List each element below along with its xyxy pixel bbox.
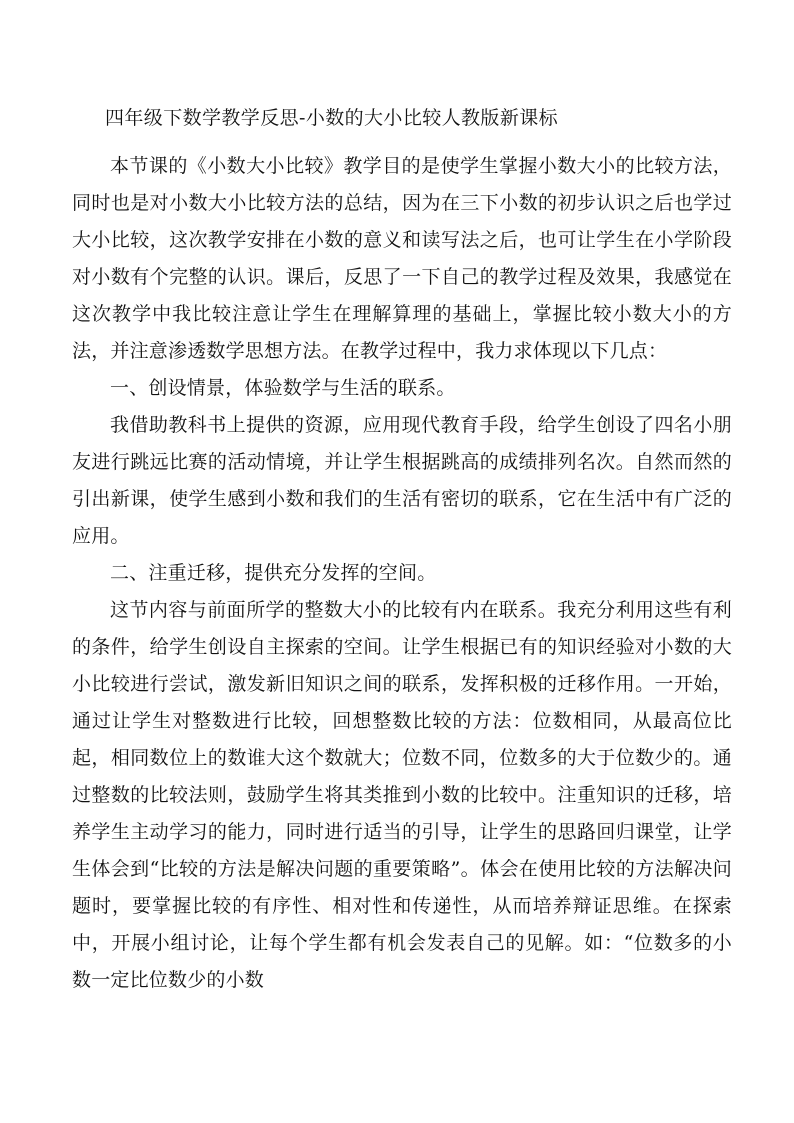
- section-1-paragraph: 我借助教科书上提供的资源，应用现代教育手段，给学生创设了四名小朋友进行跳远比赛的活动情境，并让学生根据跳高的成绩排列名次。自然而然的引出新课，使学生感到小数和我们的生活有密切的联系，它在生活中有广泛的应用。: [72, 414, 732, 547]
- section-2-paragraph: 这节内容与前面所学的整数大小的比较有内在联系。我充分利用这些有利的条件，给学生创设自主探索的空间。让学生根据已有的知识经验对小数的大小比较进行尝试，激发新旧知识之间的联系，发挥积极的迁移作用。一开始，通过让学生对整数进行比较，回想整数比较的方法：位数相同，从最高位比起，相同数位上的数谁大这个数就大；位数不同，位数多的大于位数少的。通过整数的比较法则，鼓励学生将其类推到小数的比较中。注重知识的迁移，培养学生主动学习的能力，同时进行适当的引导，让学生的思路回归课堂，让学生体会到“比较的方法是解决问题的重要策略”。体会在使用比较的方法解决问题时，要掌握比较的有序性、相对性和传递性，从而培养辩证思维。在探索中，开展小组讨论，让每个学生都有机会发表自己的见解。如：“位数多的小数一定比位数少的小数: [72, 599, 732, 991]
- section-heading-2: 二、注重迁移，提供充分发挥的空间。: [110, 562, 437, 584]
- section-heading-1: 一、创设情景，体验数学与生活的联系。: [110, 377, 456, 399]
- document-body: [72, 148, 732, 999]
- intro-paragraph: 本节课的《小数大小比较》教学目的是使学生掌握小数大小的比较方法，同时也是对小数大小比较方法的总结，因为在三下小数的初步认识之后也学过大小比较，这次教学安排在小数的意义和读写法之后，也可让学生在小学阶段对小数有个完整的认识。课后，反思了一下自己的教学过程及效果，我感觉在这次教学中我比较注意让学生在理解算理的基础上，掌握比较小数大小的方法，并注意渗透数学思想方法。在教学过程中，我力求体现以下几点：: [72, 155, 732, 362]
- document-title: 四年级下数学教学反思-小数的大小比较人教版新课标: [105, 107, 559, 129]
